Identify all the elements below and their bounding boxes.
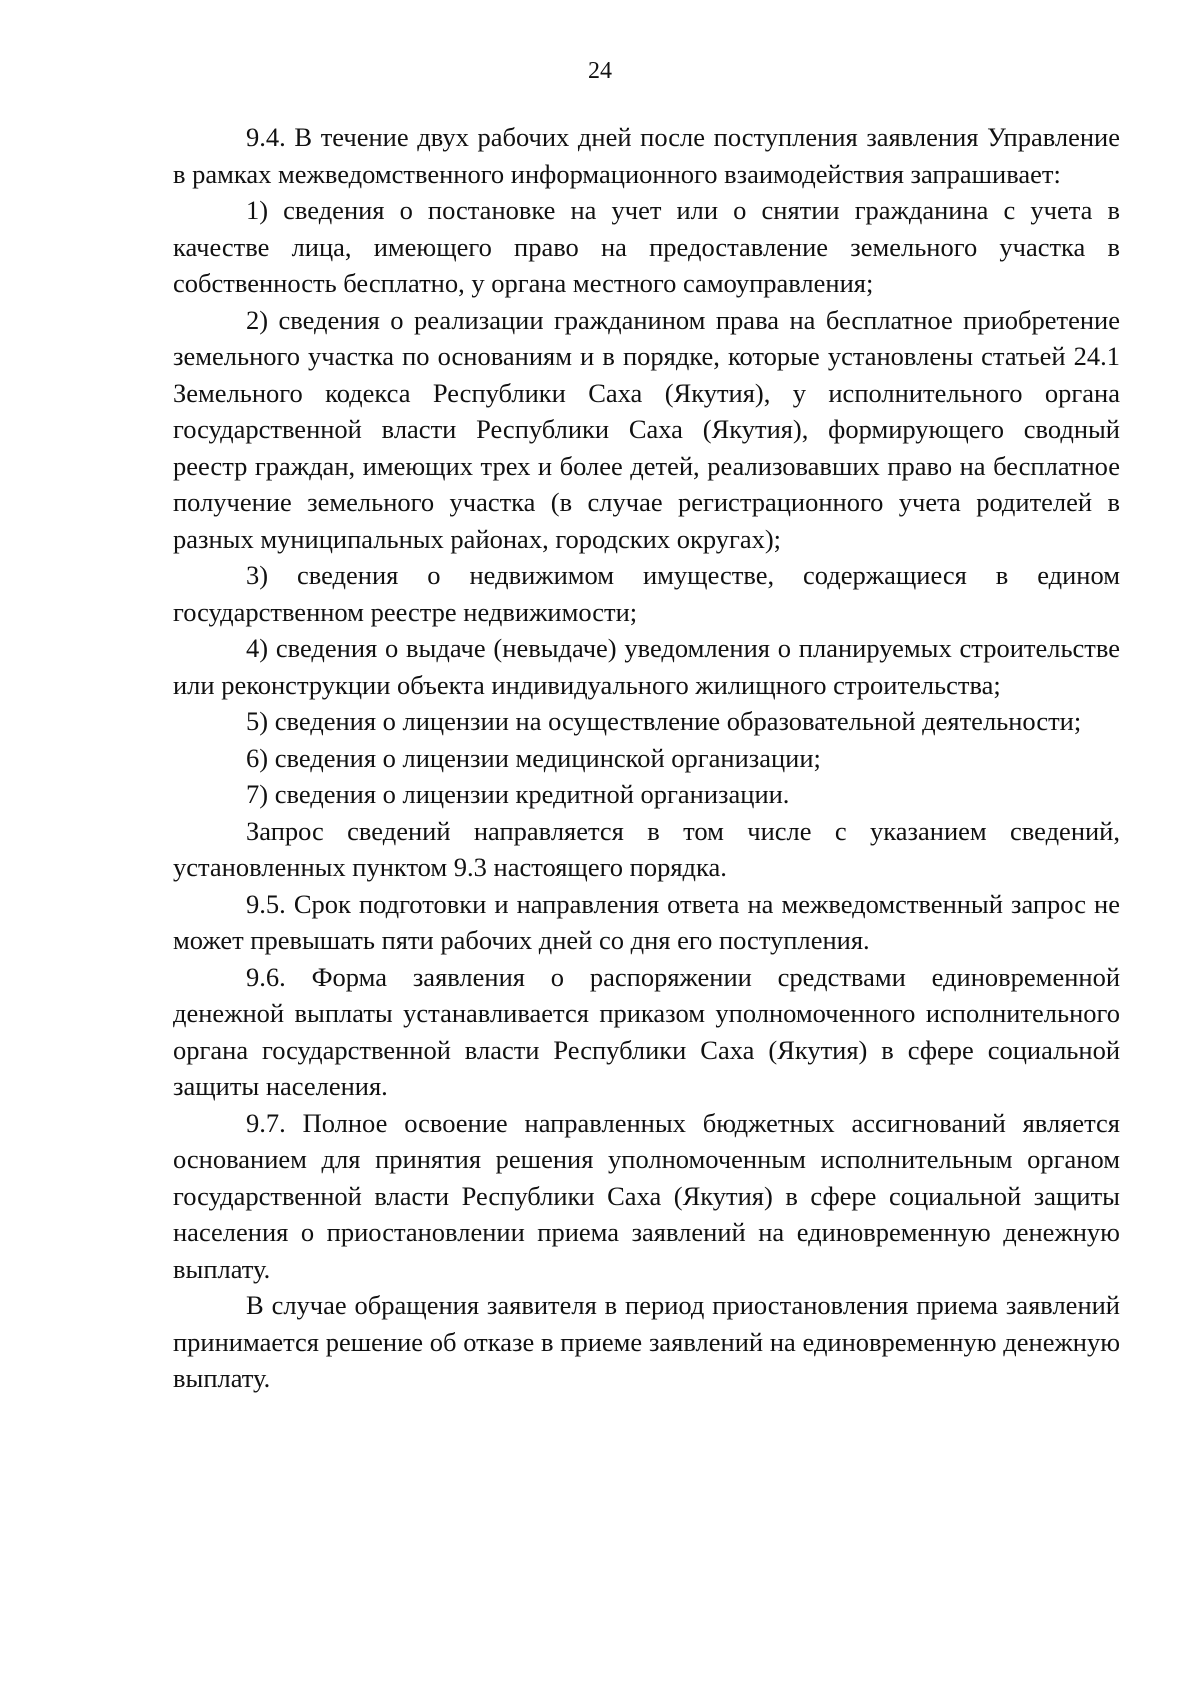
list-item-4: 4) сведения о выдаче (невыдаче) уведомления о планируемых строительстве или реконструкции объекта индивидуального жилищного строительства; bbox=[173, 633, 1120, 700]
list-item-6: 6) сведения о лицензии медицинской организации; bbox=[246, 742, 821, 773]
list-item-3: 3) сведения о недвижимом имуществе, содержащиеся в едином государственном реестре недвижимости; bbox=[173, 560, 1120, 627]
page-number: 24 bbox=[588, 58, 612, 84]
list-item-1: 1) сведения о постановке на учет или о снятии гражданина с учета в качестве лица, имеющего право на предоставление земельного участка в собственность бесплатно, у органа местного самоуправления; bbox=[173, 195, 1120, 298]
paragraph-9-7: 9.7. Полное освоение направленных бюджетных ассигнований является основанием для принятия решения уполномоченным исполнительным органом государственной власти Республики Саха (Якутия) в сфере социальной защиты населения о приостановлении приема заявлений на единовременную денежную выплату. bbox=[173, 1107, 1120, 1284]
paragraph-suspension-refusal: В случае обращения заявителя в период приостановления приема заявлений принимается решение об отказе в приеме заявлений на единовременную денежную выплату. bbox=[173, 1290, 1120, 1393]
list-item-2: 2) сведения о реализации гражданином права на бесплатное приобретение земельного участка по основаниям и в порядке, которые установлены статьей 24.1 Земельного кодекса Республики Саха (Якутия), у исполнительного органа государственной власти Республики Саха (Якутия), формирующего сводный реестр граждан, имеющих трех и более детей, реализовавших право на бесплатное получение земельного участка (в случае регистрационного учета родителей в разных муниципальных районах, городских округах); bbox=[173, 304, 1120, 554]
paragraph-9-4: 9.4. В течение двух рабочих дней после поступления заявления Управление в рамках межведомственного информационного взаимодействия запрашивает: bbox=[173, 122, 1120, 189]
paragraph-9-6: 9.6. Форма заявления о распоряжении средствами единовременной денежной выплаты устанавливается приказом уполномоченного исполнительного органа государственной власти Республики Саха (Якутия) в сфере социальной защиты населения. bbox=[173, 961, 1120, 1101]
paragraph-request-note: Запрос сведений направляется в том числе с указанием сведений, установленных пунктом 9.3 настоящего порядка. bbox=[173, 815, 1120, 882]
paragraph-9-5: 9.5. Срок подготовки и направления ответа на межведомственный запрос не может превышать пяти рабочих дней со дня его поступления. bbox=[173, 888, 1120, 955]
document-body bbox=[173, 119, 1120, 1397]
list-item-7: 7) сведения о лицензии кредитной организации. bbox=[246, 779, 790, 809]
list-item-5: 5) сведения о лицензии на осуществление образовательной деятельности; bbox=[246, 706, 1082, 736]
